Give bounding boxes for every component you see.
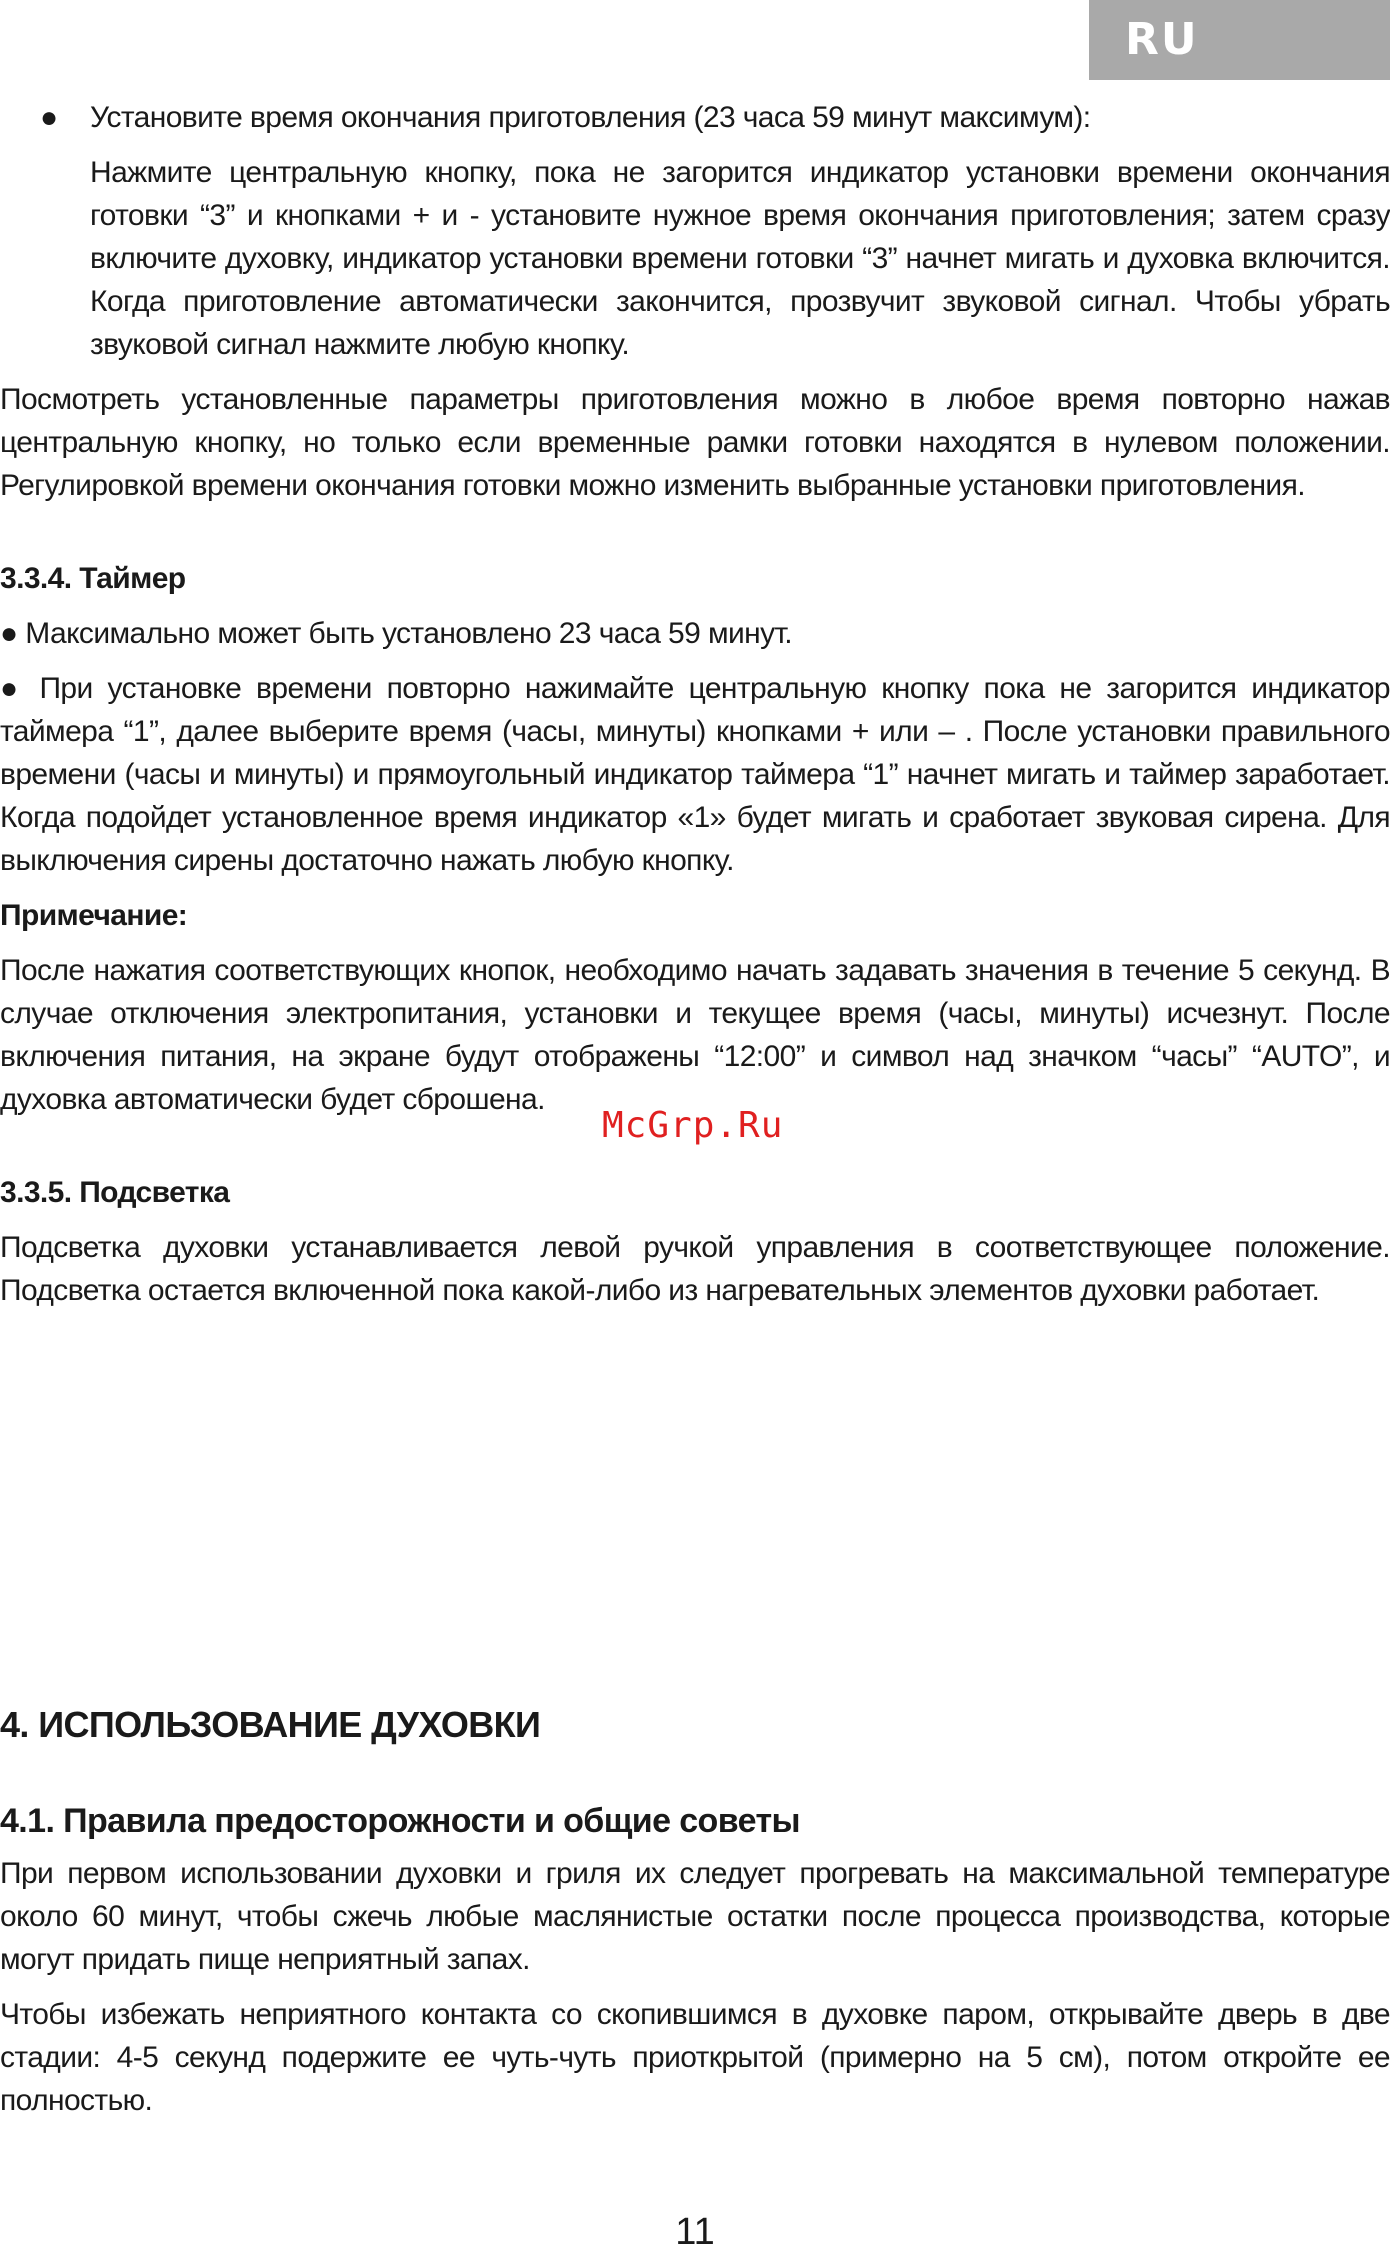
timer-bullet-max: ● Максимально может быть установлено 23 часа 59 минут. [0, 617, 793, 650]
lighting-body: Подсветка духовки устанавливается левой ручкой управления в соответствующее положение. Подсветка остается включенной пока какой-либо из нагревательных элементов духовки работает. [0, 1231, 1390, 1307]
end-time-title: Установите время окончания приготовления (23 часа 59 минут максимум): [90, 101, 1091, 134]
review-paragraph: Посмотреть установленные параметры приготовления можно в любое время повторно нажав центральную кнопку, но только если временные рамки готовки находятся в нулевом положении. Регулировкой времени окончания готовки можно изменить выбранные установки приготовления. [0, 383, 1390, 502]
note-heading: Примечание: [0, 899, 188, 932]
end-time-body: Нажмите центральную кнопку, пока не загорится индикатор установки времени окончания готовки “3” и кнопками + и - установите нужное время окончания приготовления; затем сразу включите духовку, индикатор установки времени готовки “3” начнет мигать и духовка включится. Когда приготовление автоматически закончится, прозвучит звуковой сигнал. Чтобы убрать звуковой сигнал нажмите любую кнопку. [90, 156, 1390, 361]
end-time-bullet [0, 96, 1390, 139]
note-body: После нажатия соответствующих кнопок, необходимо начать задавать значения в течение 5 секунд. В случае отключения электропитания, установки и текущее время (часы, минуты) исчезнут. После включения питания, на экране будут отображены “12:00” и символ над значком “часы” “AUTO”, и духовка автоматически будет сброшена. [0, 954, 1390, 1116]
safety-subheading: 4.1. Правила предосторожности и общие советы [0, 1802, 800, 1840]
language-badge: RU [1089, 0, 1390, 80]
page-number: 11 [675, 2211, 715, 2253]
watermark: McGrp.Ru [602, 1105, 784, 1146]
timer-heading: 3.3.4. Таймер [0, 562, 186, 595]
lighting-heading: 3.3.5. Подсветка [0, 1176, 230, 1209]
timer-bullet-set: ● При установке времени повторно нажимайте центральную кнопку пока не загорится индикатор таймера “1”, далее выберите время (часы, минуты) кнопками + или – . После установки правильного времени (часы и минуты) и прямоугольный индикатор таймера “1” начнет мигать и таймер заработает. Когда подойдет установленное время индикатор «1» будет мигать и сработает звуковая сирена. Для выключения сирены достаточно нажать любую кнопку. [0, 672, 1390, 877]
bullet-icon: ● [40, 101, 58, 134]
oven-use-heading: 4. ИСПОЛЬЗОВАНИЕ ДУХОВКИ [0, 1704, 541, 1745]
door-opening-paragraph: Чтобы избежать неприятного контакта со скопившимся в духовке паром, открывайте дверь в две стадии: 4-5 секунд подержите ее чуть-чуть приоткрытой (примерно на 5 см), потом откройте ее полностью. [0, 1998, 1390, 2117]
first-use-paragraph: При первом использовании духовки и гриля их следует прогревать на максимальной температуре около 60 минут, чтобы сжечь любые маслянистые остатки после процесса производства, которые могут придать пище неприятный запах. [0, 1857, 1390, 1976]
